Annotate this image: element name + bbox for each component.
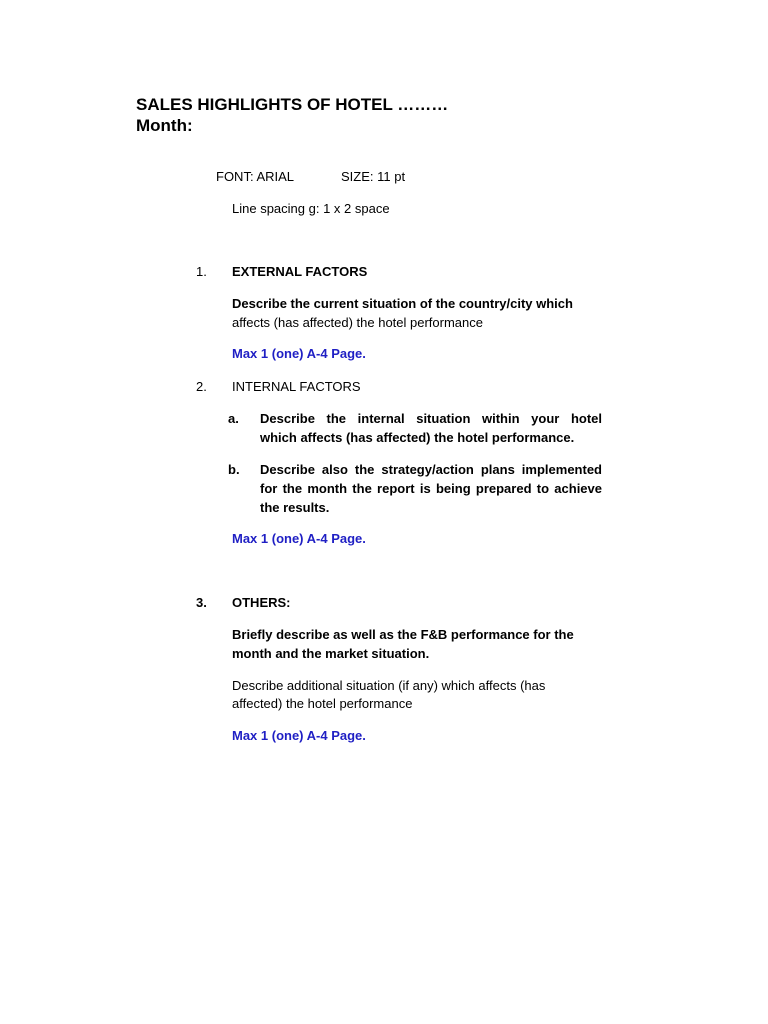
- item-b-marker: b.: [228, 462, 240, 477]
- section-2-page-limit: Max 1 (one) A-4 Page.: [232, 531, 366, 546]
- size-instruction: SIZE: 11 pt: [341, 169, 406, 184]
- document-title: SALES HIGHLIGHTS OF HOTEL ………: [136, 95, 449, 114]
- item-a-line-2: which affects (has affected) the hotel performance.: [260, 430, 575, 445]
- section-3-heading: OTHERS:: [232, 595, 291, 610]
- section-2-number: 2.: [196, 379, 207, 394]
- section-1-description-line-2: affects (has affected) the hotel performance: [232, 315, 483, 330]
- section-3-bold-line-1: Briefly describe as well as the F&B performance for the: [232, 627, 574, 642]
- section-3-plain-line-1: Describe additional situation (if any) which affects (has: [232, 678, 546, 693]
- item-a-marker: a.: [228, 411, 239, 426]
- section-1-number: 1.: [196, 264, 207, 279]
- section-1-page-limit: Max 1 (one) A-4 Page.: [232, 346, 366, 361]
- section-1-description-line-1: Describe the current situation of the country/city which: [232, 296, 573, 311]
- section-2-heading: INTERNAL FACTORS: [232, 379, 361, 394]
- font-instruction: FONT: ARIAL: [216, 169, 295, 184]
- line-spacing-instruction: Line spacing g: 1 x 2 space: [232, 201, 390, 216]
- section-1-heading: EXTERNAL FACTORS: [232, 264, 368, 279]
- section-3-number: 3.: [196, 595, 207, 610]
- item-b-line-1: Describe also the strategy/action plans implemented: [260, 462, 602, 477]
- section-3-plain-line-2: affected) the hotel performance: [232, 696, 413, 711]
- section-3-page-limit: Max 1 (one) A-4 Page.: [232, 728, 366, 743]
- month-label: Month:: [136, 116, 193, 135]
- item-a-line-1: Describe the internal situation within your hotel: [260, 411, 602, 426]
- item-b-line-2: for the month the report is being prepared to achieve: [260, 481, 602, 496]
- item-b-line-3: the results.: [260, 500, 330, 515]
- item-a-text: [260, 409, 602, 447]
- section-3-bold-line-2: month and the market situation.: [232, 646, 430, 661]
- item-b-text: [260, 460, 602, 517]
